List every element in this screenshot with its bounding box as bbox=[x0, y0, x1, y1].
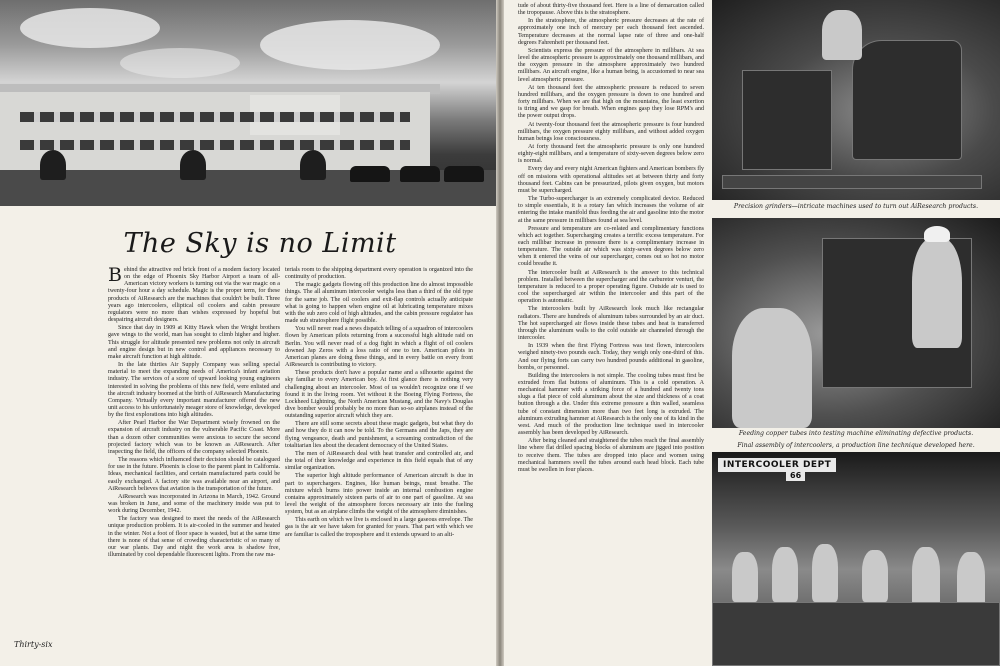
paragraph: Pressure and temperature are co-related and complimentary functions which act together. Supercharging creates a terrific excess temperature. For each millibar increase in pressure there is a complimentary increase in temperature. The outside air which was sixty-seven degrees below zero when it entered the veins of our supercharger, comes out so hot no motor could breathe it. bbox=[518, 225, 704, 268]
paragraph: You will never read a news dispatch telling of a squadron of intercoolers flown by American pilots returning from a successful high altitude raid on Berlin. You will never read of a dog fight in which a flight of oil coolers downed Jap Zeros with a loss ratio of one to ten. American pilots in American planes are doing these things, and in every battle on every front AiResearch is contributing to victory. bbox=[285, 326, 473, 369]
dept-number-sign: 66 bbox=[786, 470, 805, 481]
paragraph: The men of AiResearch deal with heat transfer and controlled air, and the total of their knowledge and experience in this field equals that of any similar organization. bbox=[285, 450, 473, 472]
paragraph: After being cleaned and straightened the tubes reach the final assembly line where flat drilled spacing blocks of aluminum are jigged into position to receive them. The tubes are dropped into place and women using mechanical hammers swell the tubes around each head block. Each tube must be swollen in four places. bbox=[518, 438, 704, 473]
paragraph: Behind the attractive red brick front of a modern factory located on the edge of Phoenix Sky Harbor Airport a team of all-American victory workers is turning out via the war magic on a twenty-four hour a day schedule. Magic is the proper term, for these products of AiResearch are the machines that couldn't be built. Three years ago intercoolers, elliptical oil coolers and cabin pressure regulators were no more than wishes expressed by hopeful but despairing aircraft designers. bbox=[108, 264, 280, 324]
paragraph: There are still some secrets about these magic gadgets, but what they do and how they do it can now be told. To the Germans and the Japs, they are flying vengeance, death and punishment, a screaming contradiction of the totalitarian lies about the decadent democracy of the United States. bbox=[285, 421, 473, 449]
precision-grinders-photo bbox=[712, 0, 1000, 200]
paragraph: In the stratosphere, the atmospheric pressure decreases at the rate of approximately one inch of mercury per each thousand feet ascended. Temperature decreases at the normal lapse rate of three and one-half degrees Fahrenheit per thousand feet. bbox=[518, 18, 704, 46]
article-title: The Sky is no Limit bbox=[123, 228, 397, 259]
caption-feeding: Feeding copper tubes into testing machine eliminating defective products. bbox=[738, 430, 974, 437]
paragraph: Scientists express the pressure of the atmosphere in millibars. At sea level the atmospheric pressure is approximately one thousand millibars, and the oxygen pressure in the atmosphere approximately two hundred millibars. An aircraft engine, like a human being, is accustomed to near sea level atmospheric pressure. bbox=[518, 47, 704, 83]
final-assembly-photo bbox=[712, 452, 1000, 666]
paragraph: Every day and every night American fighters and American bombers fly off on missions with operational altitudes set at between thirty and forty thousand feet. Cabins can be pressurized, pilots given oxygen, but motors must be supercharged. bbox=[518, 166, 704, 194]
paragraph: At twenty-four thousand feet the atmospheric pressure is four hundred millibars, the oxygen pressure eighty millibars, and without added oxygen human beings lose consciousness. bbox=[518, 121, 704, 142]
right-page bbox=[504, 0, 1000, 666]
paragraph: tude of about thirty-five thousand feet. Here is a line of demarcation called the tropopause. Above this is the stratosphere. bbox=[518, 3, 704, 17]
caption-grinders: Precision grinders—intricate machines used to turn out AiResearch products. bbox=[733, 203, 979, 210]
paragraph: The Turbo-supercharger is an extremely complicated device. Reduced to simple essentials, it is a rotary fan which increases the volume of air entering the intake manifold thus feeding the air and gasoline into the motor at the same pressure in millibars found at sea level. bbox=[518, 196, 704, 224]
text-column-2 bbox=[285, 267, 473, 540]
paragraph: The factory was designed to meet the needs of the AiResearch unique production problem. It is air-cooled in the summer and heated in the winter. Not a foot of floor space is wasted, but at the same time there is none of that sense of crowding characteristic of so many of our war plants. Day and night the work area is shadow free, illuminated by cool dependable fluorescent lights. From the raw ma- bbox=[108, 516, 280, 559]
paragraph: Since that day in 1909 at Kitty Hawk when the Wright brothers gave wings to the world, man has sought to climb higher and higher. This struggle for altitude presented new problems not only in aircraft and engine design but in new control and appliances necessary to make aircraft function at high altitude. bbox=[108, 325, 280, 360]
left-page bbox=[0, 0, 496, 666]
paragraph: The intercooler built at AiResearch is the answer to this technical problem. Installed between the supercharger and the carburetor venturi, the temperature is reduced to a proper operating figure. Outside air is used to cool the supercharged air within the intercooler and this part of the operation is automatic. bbox=[518, 269, 704, 305]
page-number: Thirty-six bbox=[14, 640, 53, 649]
paragraph: At forty thousand feet the atmospheric pressure is only one hundred eighty-eight millibars, and a temperature of sixty-seven degrees below zero is normal. bbox=[518, 143, 704, 165]
paragraph: AiResearch was incorporated in Arizona in March, 1942. Ground was broken in June, and some of the machinery inside was put to work during December, 1942. bbox=[108, 493, 280, 515]
text-column-3 bbox=[518, 3, 704, 475]
drop-cap: B bbox=[108, 264, 122, 286]
paragraph: This earth on which we live is enclosed in a large gaseous envelope. The gas is the air we have taken for granted for years. That part with which we are familiar is called the troposphere and it extends upward to an alti- bbox=[285, 517, 473, 538]
caption-assembly: Final assembly of intercoolers, a production line technique developed here. bbox=[737, 442, 975, 449]
paragraph: In the late thirties Air Supply Company was selling special material to meet the expanding needs of America's infant aviation industry. The services of a score of upward looking young engineers interested in solving the problems of this new field, were enlisted and the aircraft industry boomed at the birth of AiResearch Manufacturing Company. Virtually every important manufacturer offered the new unit access to his unfortunately meager store of knowledge, developed by the first explorations into high altitudes. bbox=[108, 362, 280, 419]
text-column-1 bbox=[108, 264, 280, 560]
paragraph: The intercoolers built by AiResearch look much like rectangular radiators. There are hundreds of aluminum tubes surrounded by an air duct. The hot supercharged air flows inside these tubes and heat is transferred through the aluminum walls to the cold outside air channeled through the intercooler. bbox=[518, 306, 704, 342]
paragraph: After Pearl Harbor the War Department wisely frowned on the expansion of aircraft industry on the vulnerable Pacific Coast. More than a dozen other communities were anxious to secure the second projected factory which was to be known as AiResearch. After inspecting the field, the officers of the company selected Phoenix. bbox=[108, 420, 280, 455]
paragraph: The reasons which influenced their decision should be catalogued for use in the future. Phoenix is close to the parent plant in California. Ideas, mechanical facilities, and certain manufactured parts could be easily exchanged. A factory site was available near an airport, and AiResearch believes that aviation is the transportation of the future. bbox=[108, 457, 280, 492]
paragraph: Building the intercoolers is not simple. The cooling tubes must first be extruded from flat buttons of aluminum. This is a cold operation. A mechanical hammer with a striking force of a hundred and twenty tons slugs a flat piece of cold aluminum about the size and thickness of a coat button through a die. Under this extreme pressure a thin walled, seamless tube of constant dimension more than two feet long is extruded. The aluminum extruding hammer at AiResearch is the only one of its kind in the west. And much of the production line technique used in intercooler assembly has been developed by AiResearch. bbox=[518, 372, 704, 437]
paragraph: The magic gadgets flowing off this production line do almost impossible things. The all aluminum intercooler weighs less than a third of the old type for the same job. The oil coolers and exit-flap controls actually anticipate what is going to happen when engine oil at lubricating temperature mixes with the sub zero cold of high altitudes, and the cabin pressure regulator has made sub stratosphere flight possible. bbox=[285, 282, 473, 325]
paragraph: In 1939 when the first Flying Fortress was test flown, intercoolers weighed ninety-two pounds each. Today, they weigh only one-third of this. And our flying forts can carry two hundred pounds additional in gasoline, bombs, or personnel. bbox=[518, 343, 704, 371]
paragraph: terials room to the shipping department every operation is organized into the continuity of production. bbox=[285, 267, 473, 281]
paragraph: At ten thousand feet the atmospheric pressure is reduced to seven hundred millibars, and the oxygen pressure is down to one hundred and forty millibars. When we are that high on the mountains, the least exertion is tiring and we gasp for breath. When engines gasp they lose RPM's and the power output drops. bbox=[518, 84, 704, 120]
feeding-copper-tubes-photo bbox=[712, 218, 1000, 428]
page-gutter bbox=[496, 0, 504, 666]
paragraph: These products don't have a popular name and a silhouette against the sky familiar to every American boy. At first glance there is nothing very challenging about an intercooler. Most of us wouldn't recognize one if we found it in the living room. Yet without it the Boeing Flying Fortress, the Lockheed Lightning, the North American Mustang, and the Navy's Douglas dive bomber would probably be no more than so-so airplanes instead of the outstanding superior aircraft which they are. bbox=[285, 370, 473, 420]
paragraph: The superior high altitude performance of American aircraft is due in part to superchargers. Engines, like human beings, must breathe. The mixture which burns into power inside an internal combustion engine contains approximately sixteen parts of air to one part of gasoline. At sea level the weight of the atmosphere forces necessary air into the fueling system, but as an airplane climbs the weight of the atmosphere diminishes. bbox=[285, 473, 473, 516]
intercooler-dept-sign: INTERCOOLER DEPT bbox=[718, 458, 836, 472]
factory-building-photo bbox=[0, 0, 496, 206]
